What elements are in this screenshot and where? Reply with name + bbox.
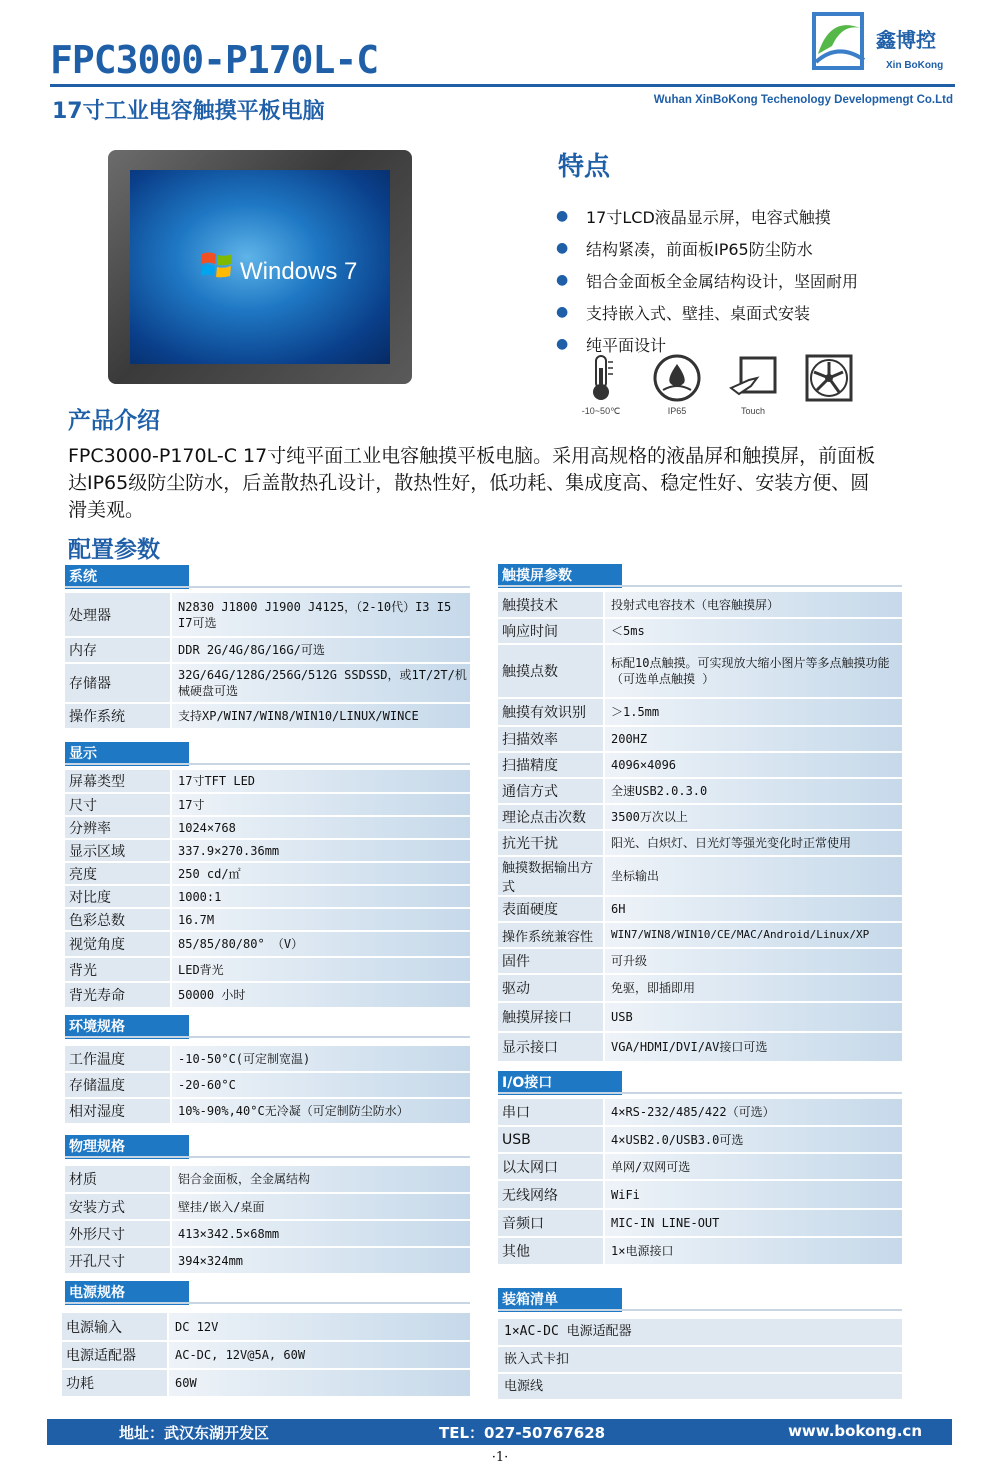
table-row: 无线网络 WiFi [498, 1180, 902, 1209]
table-row: 尺寸 17寸 [65, 793, 470, 816]
table-row: 扫描效率 200HZ [498, 726, 902, 752]
table-row: 串口 4×RS-232/485/422（可选） [498, 1099, 902, 1126]
io-spec-table [498, 1099, 902, 1266]
table-row: 驱动 免驱，即插即用 [498, 974, 902, 1002]
page-number: ·1· [491, 1450, 509, 1465]
table-row: 处理器 N2830 J1800 J1900 J4125，（2-10代）I3 I5 I7可选 [65, 593, 470, 637]
section-header-environment: 环境规格 [65, 1015, 189, 1039]
thermometer-feature: -10~50℃ [570, 352, 632, 417]
section-header-io: I/O接口 [498, 1071, 622, 1095]
table-row: 内存 DDR 2G/4G/8G/16G/可选 [65, 637, 470, 663]
touch-icon [727, 352, 779, 404]
section-header-display: 显示 [65, 742, 189, 766]
environment-spec-table [65, 1046, 470, 1125]
feature-item: ● 17寸LCD液晶显示屏，电容式触摸 [556, 207, 831, 227]
table-row: 触摸有效识别 ＞1.5mm [498, 698, 902, 726]
section-divider [65, 1036, 470, 1038]
logo-english-name: Xin BoKong [886, 60, 944, 71]
table-row: 触摸屏接口 USB [498, 1002, 902, 1032]
system-spec-table [65, 593, 470, 730]
company-logo-icon [808, 6, 868, 74]
bullet-icon: ● [556, 304, 569, 320]
list-item: 1×AC-DC 电源适配器 [498, 1319, 902, 1346]
table-row: 显示区域 337.9×270.36mm [65, 839, 470, 862]
footer-telephone: TEL：027-50767628 [439, 1424, 606, 1442]
table-row: 功耗 60W [62, 1369, 470, 1397]
table-row: 屏幕类型 17寸TFT LED [65, 770, 470, 793]
footer-bar [47, 1419, 952, 1445]
table-row: 对比度 1000:1 [65, 885, 470, 908]
monitor-screen [130, 170, 390, 364]
list-item: 电源线 [498, 1373, 902, 1400]
section-divider [65, 1156, 470, 1158]
config-title: 配置参数 [68, 537, 160, 563]
footer-website: www.bokong.cn [788, 1422, 922, 1440]
table-row: 触摸数据输出方式 坐标输出 [498, 856, 902, 896]
table-row: 操作系统 支持XP/WIN7/WIN8/WIN10/LINUX/WINCE [65, 703, 470, 729]
section-divider [65, 586, 470, 588]
features-list [556, 200, 858, 360]
table-row: 固件 可升级 [498, 948, 902, 974]
section-divider [498, 1092, 902, 1094]
thermometer-icon [575, 352, 627, 404]
section-header-packing: 装箱清单 [498, 1288, 622, 1312]
table-row: 存储温度 -20-60°C [65, 1072, 470, 1098]
table-row: 电源输入 DC 12V [62, 1313, 470, 1341]
footer-address: 地址：武汉东湖开发区 [119, 1424, 270, 1442]
feature-item: ● 纯平面设计 [556, 335, 667, 355]
table-row: 触摸技术 投射式电容技术（电容触摸屏） [498, 592, 902, 618]
feature-item: ● 铝合金面板全金属结构设计，坚固耐用 [556, 271, 859, 291]
header-divider [50, 84, 955, 87]
company-name: Wuhan XinBoKong Techenology Developmengt Co.Ltd [653, 94, 953, 106]
power-spec-table [62, 1313, 470, 1398]
touch-spec-table [498, 592, 902, 1063]
table-row: 抗光干扰 阳光、白炽灯、日光灯等强光变化时正常使用 [498, 830, 902, 856]
table-row: 表面硬度 6H [498, 896, 902, 922]
table-row: 视觉角度 85/85/80/80° （V） [65, 931, 470, 957]
features-title: 特点 [558, 152, 611, 182]
packing-list-table [498, 1319, 902, 1401]
product-model-title: FPC3000-P170L-C [50, 38, 379, 82]
feature-item: ● 结构紧凑，前面板IP65防尘防水 [556, 239, 813, 259]
intro-paragraph: FPC3000-P170L-C 17寸纯平面工业电容触摸平板电脑。采用高规格的液晶屏和触摸屏，前面板达IP65级防尘防水，后盖散热孔设计，散热性好，低功耗、集成度高、稳定性好、安装方便、圆滑美观。 [68, 445, 876, 521]
bullet-icon: ● [556, 272, 569, 288]
table-row: 背光 LED背光 [65, 957, 470, 982]
section-header-touch: 触摸屏参数 [498, 564, 622, 588]
feature-item: ● 支持嵌入式、壁挂、桌面式安装 [556, 303, 811, 323]
screen-os-text: Windows 7 [240, 258, 358, 285]
product-photo [108, 150, 412, 384]
logo-chinese-name: 鑫博控 [876, 28, 936, 52]
table-row: 材质 铝合金面板，全金属结构 [65, 1166, 470, 1193]
product-subtitle: 17寸工业电容触摸平板电脑 [52, 99, 325, 124]
fan-feature [798, 352, 860, 417]
table-row: 音频口 MIC-IN LINE-OUT [498, 1209, 902, 1237]
table-row: 电源适配器 AC-DC, 12V@5A, 60W [62, 1341, 470, 1369]
waterproof-feature: IP65 [646, 352, 708, 417]
section-header-power: 电源规格 [65, 1281, 189, 1305]
table-row: 扫描精度 4096×4096 [498, 752, 902, 778]
section-header-physical: 物理规格 [65, 1135, 189, 1159]
section-divider [498, 1309, 902, 1311]
feature-icons [570, 352, 860, 417]
list-item: 嵌入式卡扣 [498, 1346, 902, 1373]
section-divider [65, 1302, 470, 1304]
table-row: 操作系统兼容性 WIN7/WIN8/WIN10/CE/MAC/Android/Linux/XP [498, 922, 902, 948]
bullet-icon: ● [556, 240, 569, 256]
touch-feature: Touch [722, 352, 784, 417]
bullet-icon: ● [556, 336, 569, 352]
table-row: 理论点击次数 3500万次以上 [498, 804, 902, 830]
section-divider [65, 763, 470, 765]
table-row: 分辨率 1024×768 [65, 816, 470, 839]
table-row: USB 4×USB2.0/USB3.0可选 [498, 1126, 902, 1153]
table-row: 触摸点数 标配10点触摸。可实现放大缩小图片等多点触摸功能（可选单点触摸 ） [498, 644, 902, 698]
table-row: 背光寿命 50000 小时 [65, 982, 470, 1008]
fan-icon [803, 352, 855, 404]
table-row: 亮度 250 cd/㎡ [65, 862, 470, 885]
table-row: 以太网口 单网/双网可选 [498, 1153, 902, 1180]
intro-title: 产品介绍 [68, 408, 160, 434]
section-header-system: 系统 [65, 565, 189, 589]
display-spec-table [65, 770, 470, 1009]
physical-spec-table [65, 1166, 470, 1275]
table-row: 外形尺寸 413×342.5×68mm [65, 1220, 470, 1247]
waterproof-icon [651, 352, 703, 404]
table-row: 存储器 32G/64G/128G/256G/512G SSDSSD，或1T/2T/机械硬盘可选 [65, 663, 470, 703]
table-row: 安装方式 壁挂/嵌入/桌面 [65, 1193, 470, 1220]
table-row: 开孔尺寸 394×324mm [65, 1247, 470, 1274]
table-row: 通信方式 全速USB2.0.3.0 [498, 778, 902, 804]
section-divider [498, 585, 902, 587]
table-row: 响应时间 ＜5ms [498, 618, 902, 644]
table-row: 色彩总数 16.7M [65, 908, 470, 931]
table-row: 其他 1×电源接口 [498, 1237, 902, 1265]
bullet-icon: ● [556, 208, 569, 224]
table-row: 工作温度 -10-50°C(可定制宽温) [65, 1046, 470, 1072]
windows-logo-icon [200, 248, 234, 282]
table-row: 显示接口 VGA/HDMI/DVI/AV接口可选 [498, 1032, 902, 1062]
table-row: 相对湿度 10%-90%,40°C无冷凝（可定制防尘防水） [65, 1098, 470, 1124]
